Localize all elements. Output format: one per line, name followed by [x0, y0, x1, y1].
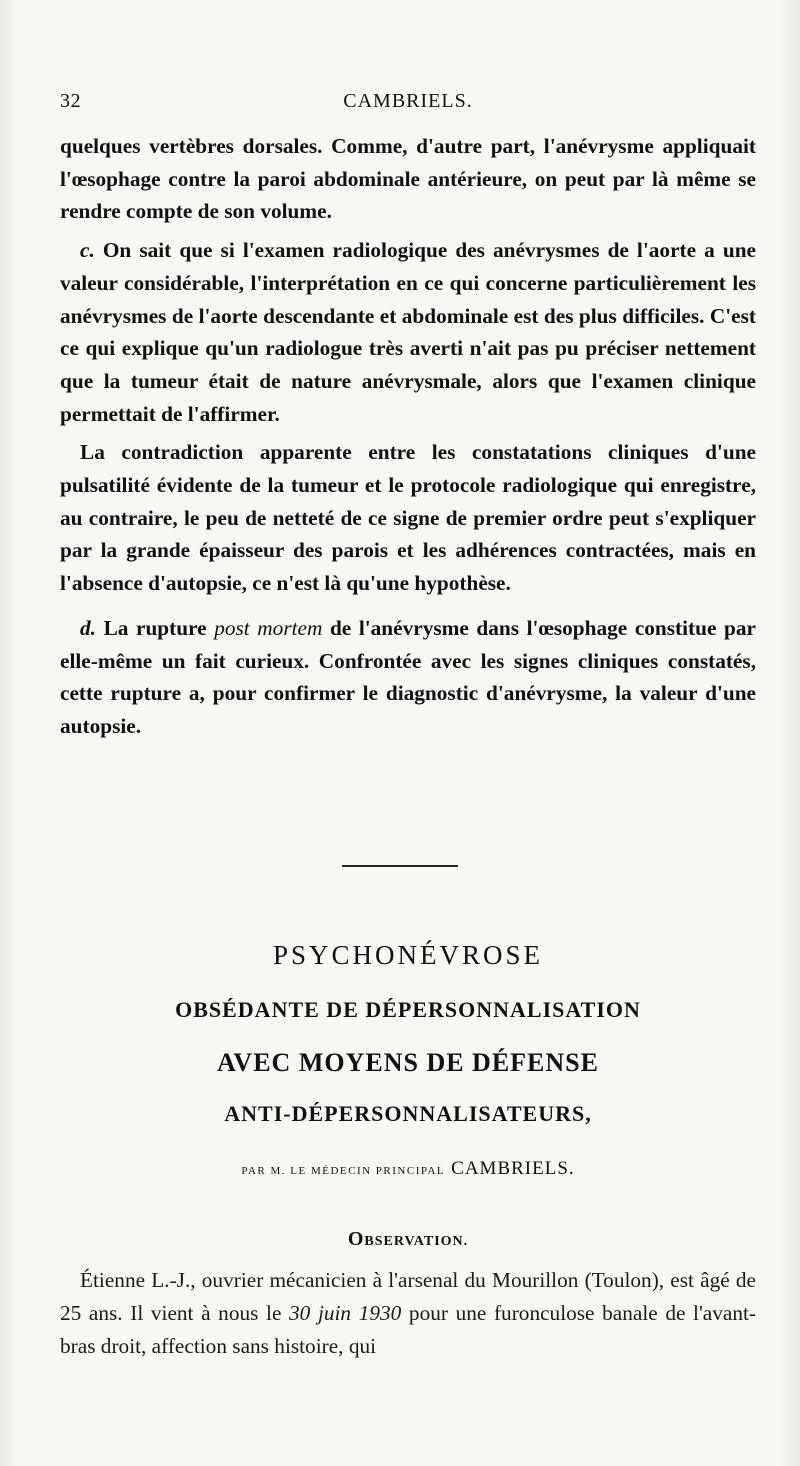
byline-prefix: PAR M. LE MÉDECIN PRINCIPAL — [241, 1165, 446, 1177]
article-title-line-3: AVEC MOYENS DE DÉFENSE — [217, 1048, 599, 1077]
article-title-line-1: PSYCHONÉVROSE — [272, 940, 544, 970]
paragraph-3: La contradiction apparente entre les constatations cliniques d'une pulsatilité évidente de la tumeur et le protocole radiologique qui enregistre, au contraire, le peu de netteté de ce signe de premier ordre peut s'expliquer par la grande épaisseur des parois et les adhérences contractées, mais en l'absence d'autopsie, ce n'est là qu'une hypothèse. — [60, 440, 756, 596]
observation-paragraph — [60, 1264, 756, 1363]
running-head-author: CAMBRIELS. — [343, 90, 473, 112]
body-text — [60, 130, 756, 749]
paragraph-d-text-a: La rupture — [95, 615, 215, 640]
article-title-line-4: ANTI-DÉPERSONNALISATEURS, — [224, 1101, 592, 1126]
observation-text-b: pour une furonculose banale de l'avant-bras droit, affection sans histoire, qui — [60, 1301, 757, 1358]
observation-date: 30 juin 1930 — [289, 1301, 402, 1325]
section-heading: OBSERVATION. — [347, 1228, 469, 1250]
article-title-line-2: OBSÉDANTE DE DÉPERSONNALISATION — [175, 997, 641, 1022]
observation-text-a: Étienne L.-J., ouvrier mécanicien à l'arsenal du Mourillon (Toulon), est âgé de 25 ans. Il vient à nous le — [60, 1268, 756, 1325]
paragraph-c — [60, 234, 756, 430]
page-number: 32 — [60, 90, 81, 112]
paragraph-d-text-b: de l'anévrysme dans l'œsophage constitue par elle-même un fait curieux. Confrontée avec les signes cliniques constatés, cette rupture a, pour confirmer le diagnostic d'anévrysme, la valeur d'une autopsie. — [60, 615, 756, 738]
paragraph-label-c: c. — [80, 238, 95, 263]
byline-author: CAMBRIELS. — [451, 1158, 575, 1179]
running-head — [60, 90, 756, 118]
paragraph-d-italic: post mortem — [214, 615, 323, 640]
byline — [60, 1158, 756, 1180]
paragraph-c-text: On sait que si l'examen radiologique des anévrysmes de l'aorte a une valeur considérable, l'interprétation en ce qui concerne particulièrement les anévrysmes de l'aorte descendante et abdominale est des plus difficiles. C'est ce qui explique qu'un radiologue très averti n'ait pas pu préciser nettement que la tumeur était de nature anévrysmale, alors que l'examen clinique permettait de l'affirmer. — [60, 238, 756, 426]
section-divider-rule — [342, 865, 458, 867]
paragraph-label-d: d. — [80, 615, 96, 640]
paragraph-1: quelques vertèbres dorsales. Comme, d'autre part, l'anévrysme appliquait l'œsophage contre la paroi abdominale antérieure, on peut par là même se rendre compte de son volume. — [60, 134, 756, 224]
paragraph-d — [60, 612, 756, 743]
